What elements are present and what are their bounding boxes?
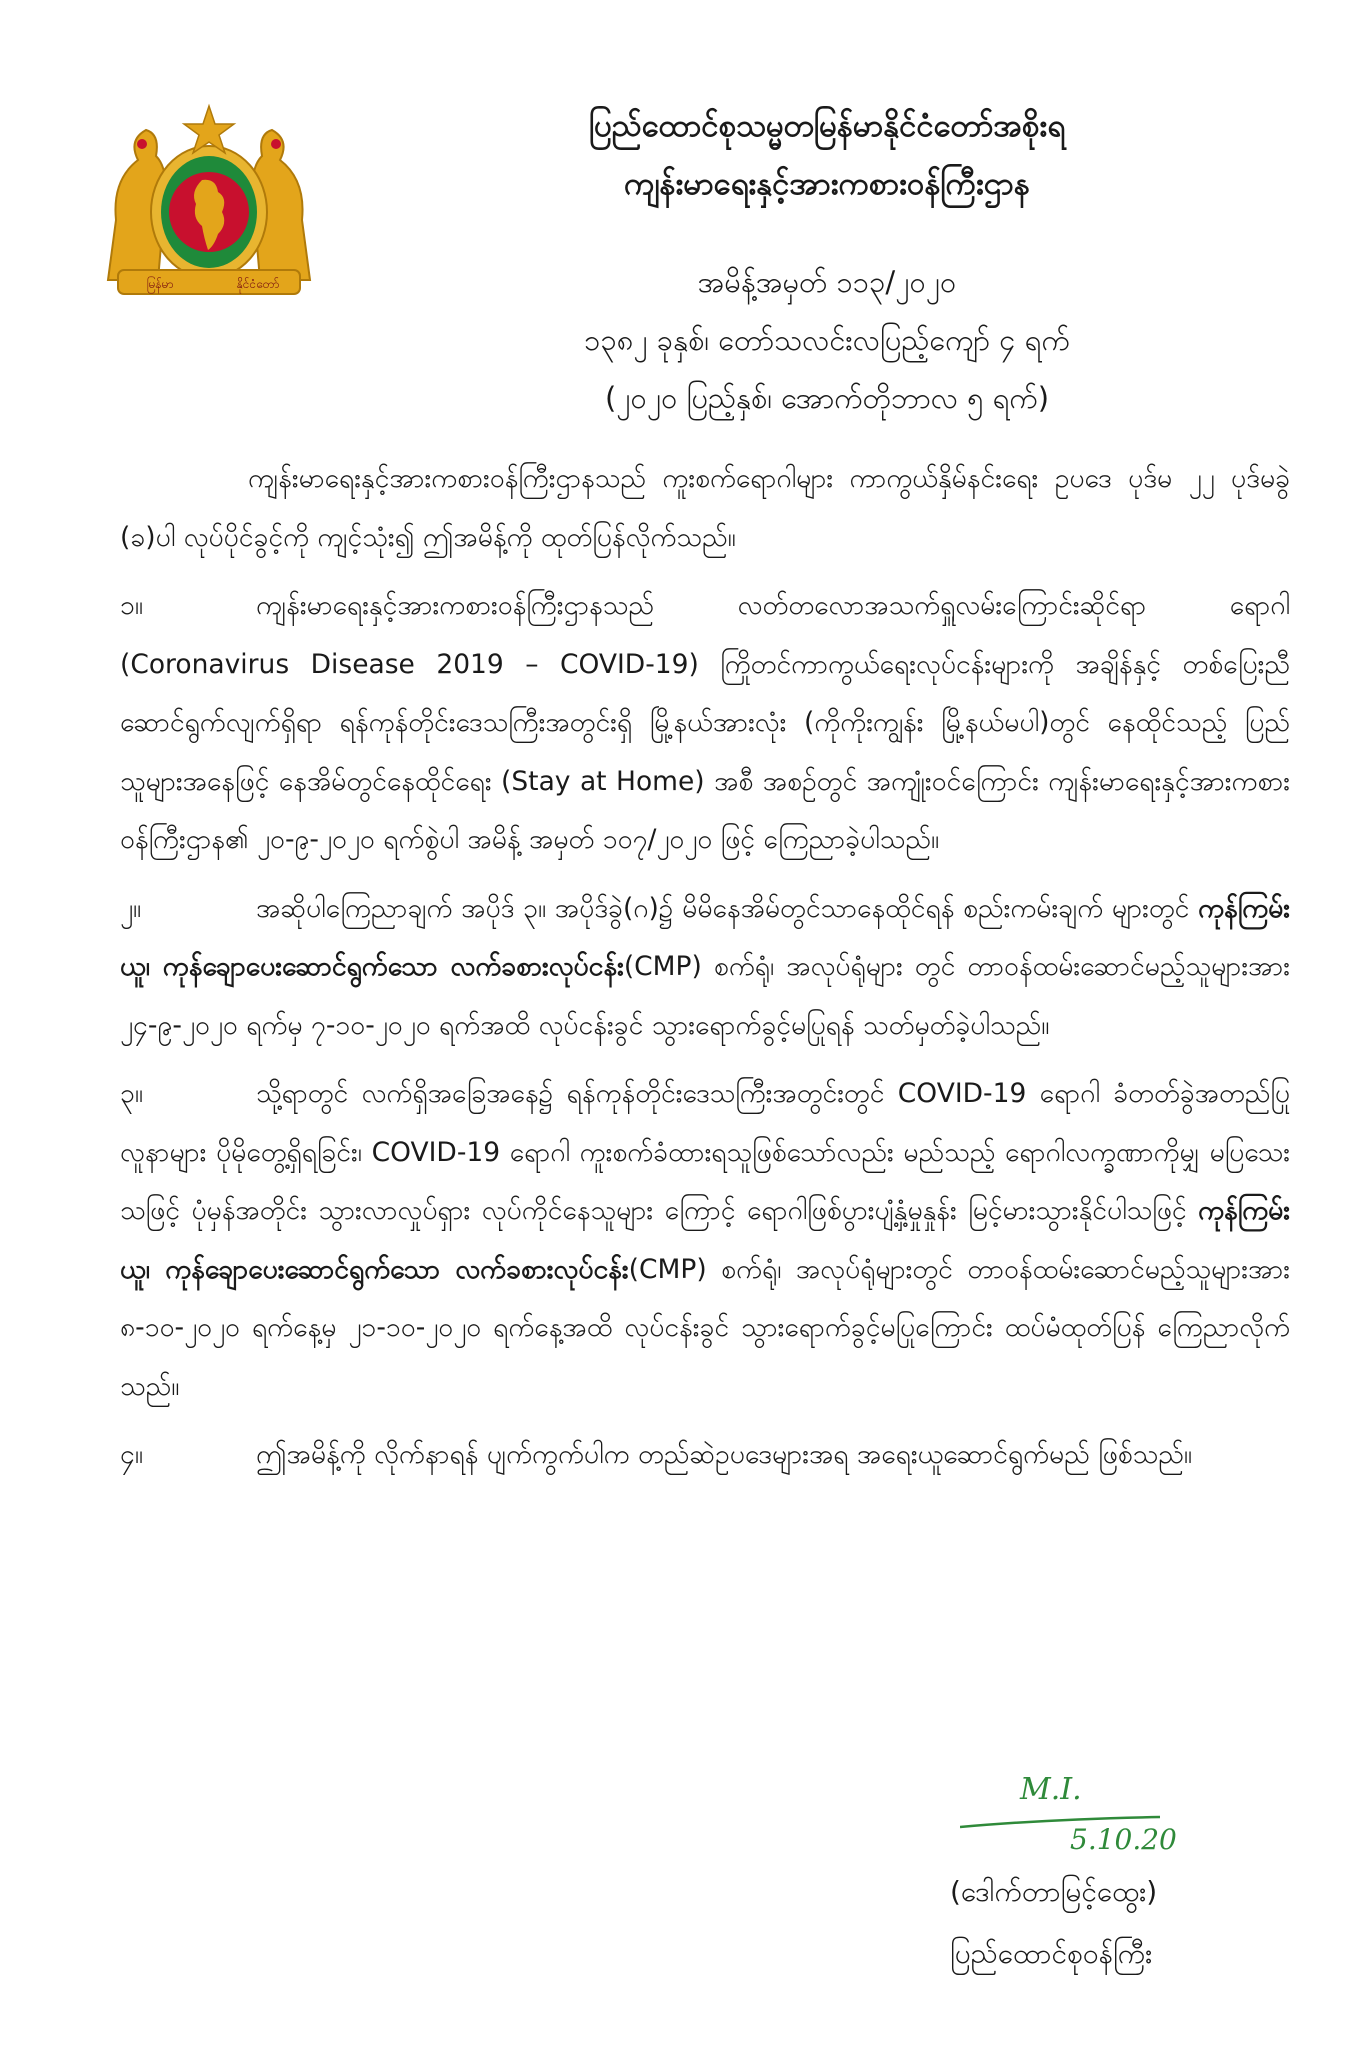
- intro-paragraph: ကျန်းမာရေးနှင့်အားကစားဝန်ကြီးဌာနသည် ကူးစက်ရောဂါများ ကာကွယ်နှိမ်နင်းရေး ဥပဒေ ပုဒ်မ ၂၂ ပုဒ်မခွဲ (ခ)ပါ လုပ်ပိုင်ခွင့်ကို ကျင့်သုံး၍ ဤအမိန့်ကို ထုတ်ပြန်လိုက်သည်။: [120, 463, 1290, 553]
- paragraph-text: အဆိုပါကြေညာချက် အပိုဒ် ၃။ အပိုဒ်ခွဲ(ဂ)၌ မိမိနေအိမ်တွင်သာနေထိုင်ရန် စည်းကမ်းချက် များတွင်: [256, 892, 1199, 924]
- paragraph-number: ၃။: [120, 1078, 143, 1109]
- paragraph-text: သို့ရာတွင် လက်ရှိအခြေအနေ၌ ရန်ကုန်တိုင်းဒေသကြီးအတွင်းတွင် COVID-19 ရောဂါ ခံတတ်ခွဲအတည်ပြုလူနာများ ပိုမိုတွေ့ရှိရခြင်း၊ COVID-19 ရောဂါ ကူးစက်ခံထားရသူဖြစ်သော်လည်း မည်သည့် ရောဂါလက္ခဏာကိုမျှ မပြသေးသဖြင့် ပုံမှန်အတိုင်း သွားလာလှုပ်ရှား လုပ်ကိုင်နေသူများ ကြောင့် ရောဂါဖြစ်ပွားပျံ့နှံ့မှုနှုန်း မြင့်မားသွားနိုင်ပါသဖြင့်: [120, 1078, 1290, 1226]
- myanmar-date: ၁၃၈၂ ခုနှစ်၊ တော်သလင်းလပြည့်ကျော် ၄ ရက်: [584, 323, 1070, 357]
- paragraph-number: ၄။: [120, 1439, 143, 1470]
- paragraph-text: ကျန်းမာရေးနှင့်အားကစားဝန်ကြီးဌာနသည် လတ်တလောအသက်ရှူလမ်းကြောင်းဆိုင်ရာ ရောဂါ (Coronavirus Disease 2019 – COVID-19) ကြိုတင်ကာကွယ်ရေးလုပ်ငန်းများကို အချိန်နှင့် တစ်ပြေးညီ ဆောင်ရွက်လျက်ရှိရာ ရန်ကုန်တိုင်းဒေသကြီးအတွင်းရှိ မြို့နယ်အားလုံး (ကိုကိုးကျွန်း မြို့နယ်မပါ)တွင် နေထိုင်သည့် ပြည်သူများအနေဖြင့် နေအိမ်တွင်နေထိုင်ရေး (Stay at Home) အစီ အစဉ်တွင် အကျုံးဝင်ကြောင်း ကျန်းမာရေးနှင့်အားကစားဝန်ကြီးဌာန၏ ၂၀-၉-၂၀၂၀ ရက်စွဲပါ အမိန့် အမှတ် ၁၀၇/၂၀၂၀ ဖြင့် ကြေညာခဲ့ပါသည်။: [120, 590, 1290, 855]
- order-number: အမိန့်အမှတ် ၁၁၃/၂၀၂၀: [697, 265, 957, 299]
- ministry-title: ကျန်းမာရေးနှင့်အားကစားဝန်ကြီးဌာန: [624, 166, 1030, 202]
- paragraph-number: ၂။: [120, 892, 142, 924]
- svg-text:မြန်မာ: မြန်မာ: [146, 277, 174, 291]
- paragraph-text: (CMP) စက်ရုံ၊ အလုပ်ရုံများ တွင် တာဝန်ထမ်းဆောင်မည့်သူများအား ၂၄-၉-၂၀၂၀ ရက်မှ ၇-၁၀-၂၀၂၀ ရက်အထိ လုပ်ငန်းခွင် သွားရောက်ခွင့်မပြုရန် သတ်မှတ်ခဲ့ပါသည်။: [120, 951, 1290, 1041]
- svg-text:5.10.20: 5.10.20: [1070, 1823, 1177, 1856]
- paragraph-4: [120, 1426, 1290, 1485]
- state-seal-icon: [98, 100, 320, 298]
- paragraph-text: (CMP) စက်ရုံ၊ အလုပ်ရုံများတွင် တာဝန်ထမ်းဆောင်မည့်သူများအား ၈-၁၀-၂၀၂၀ ရက်နေ့မှ ၂၁-၁၀-၂၀၂၀ ရက်နေ့အထိ လုပ်ငန်းခွင် သွားရောက်ခွင့်မပြုကြောင်း ထပ်မံထုတ်ပြန် ကြေညာလိုက်သည်။: [120, 1253, 1290, 1402]
- handwritten-signature: [960, 1765, 1230, 1865]
- government-title: ပြည်ထောင်စုသမ္မတမြန်မာနိုင်ငံတော်အစိုးရ: [588, 108, 1066, 144]
- signatory-name: (ဒေါက်တာမြင့်ထွေး): [950, 1875, 1158, 1908]
- svg-text:နိုင်ငံတော်: နိုင်ငံတော်: [236, 277, 280, 291]
- paragraph-text: ဤအမိန့်ကို လိုက်နာရန် ပျက်ကွက်ပါက တည်ဆဲဥပဒေများအရ အရေးယူဆောင်ရွက်မည် ဖြစ်သည်။: [256, 1439, 1192, 1470]
- paragraph-2: [120, 880, 1290, 1056]
- svg-text:M.I.: M.I.: [1020, 1772, 1082, 1807]
- order-body: [120, 450, 1290, 1495]
- paragraph-1: [120, 577, 1290, 870]
- signatory-title: ပြည်ထောင်စုဝန်ကြီး: [950, 1937, 1153, 1970]
- gregorian-date: (၂၀၂၀ ပြည့်နှစ်၊ အောက်တိုဘာလ ၅ ရက်): [604, 381, 1050, 415]
- paragraph-3: [120, 1065, 1290, 1416]
- paragraph-number: ၁။: [120, 590, 143, 621]
- emphasis-text: ကုန်ကြမ်းယူ၊ ကုန်ချောပေးဆောင်ရွက်သော လက်ခစားလုပ်ငန်း: [120, 892, 1290, 982]
- emphasis-text: ကုန်ကြမ်းယူ၊ ကုန်ချောပေးဆောင်ရွက်သော လက်ခစားလုပ်ငန်း: [120, 1195, 1290, 1285]
